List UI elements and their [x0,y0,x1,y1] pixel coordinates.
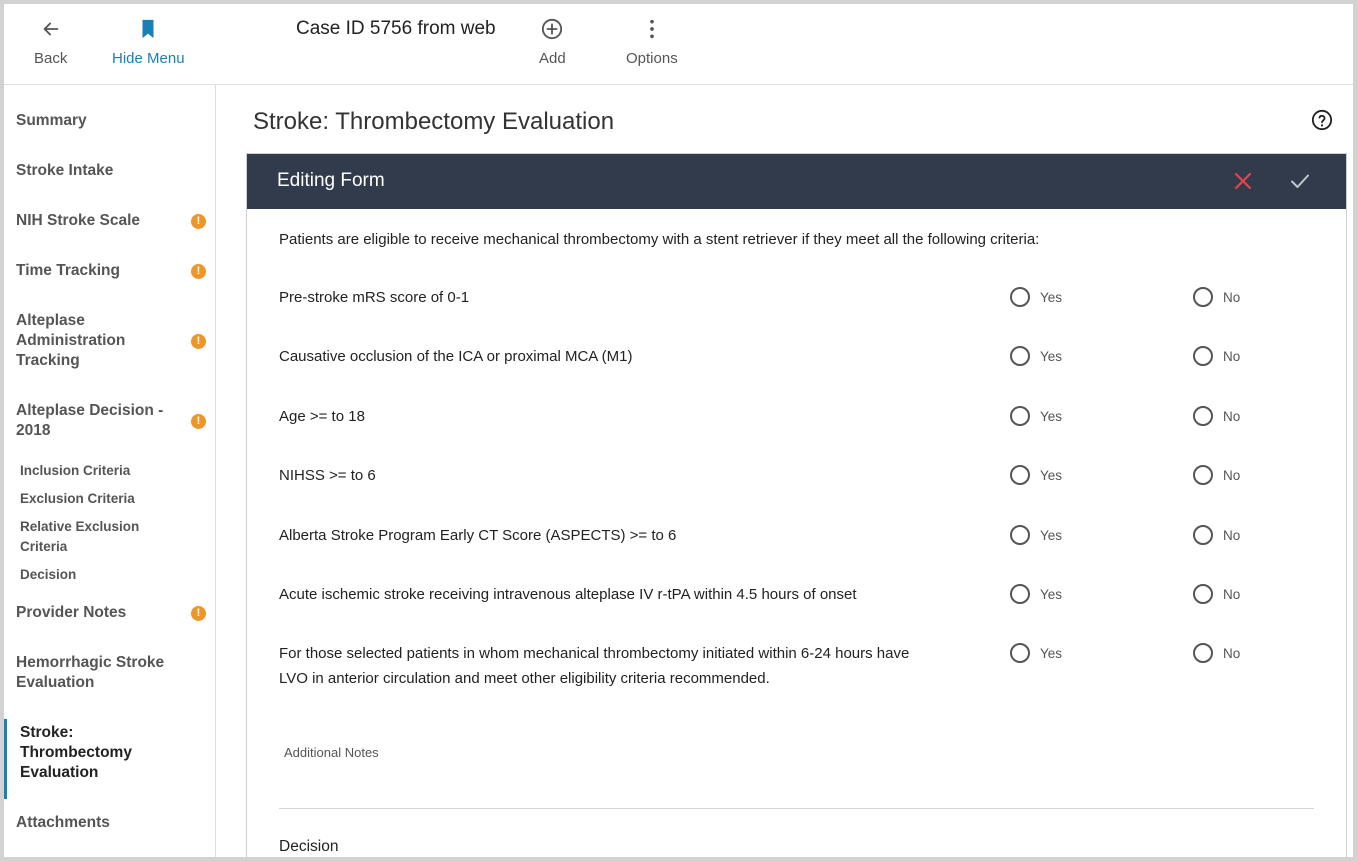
options-label: Options [626,50,678,67]
radio-circle[interactable] [1193,584,1213,604]
radio-circle[interactable] [1010,287,1030,307]
question-label: For those selected patients in whom mechanical thrombectomy initiated within 6-24 hours have LVO in anterior circulation and meet other eligibility criteria recommended. [279,645,910,687]
sidebar-item-time-tracking[interactable] [4,261,215,281]
sidebar [4,85,216,861]
sidebar-item-nih-stroke-scale[interactable] [4,211,215,231]
sidebar-item-label: NIH Stroke Scale [16,212,141,229]
radio-circle[interactable] [1193,465,1213,485]
yes-label: Yes [1040,289,1063,305]
yes-radio[interactable] [1010,525,1062,545]
sidebar-item-label: Alteplase Administration Tracking [16,312,126,369]
radio-circle[interactable] [1010,406,1030,426]
help-icon[interactable] [1311,109,1333,131]
question-label: Causative occlusion of the ICA or proximal MCA (M1) [279,348,633,365]
yes-label: Yes [1040,645,1063,661]
sidebar-item-label: Stroke: Thrombectomy Evaluation [20,724,132,781]
sidebar-item-provider-notes[interactable] [4,603,215,623]
arrow-left-icon [40,18,62,40]
warning-icon: ! [191,264,206,279]
no-label: No [1223,467,1241,483]
sidebar-item-hemorrhagic-stroke-evaluation[interactable] [4,653,215,693]
question-label: Pre-stroke mRS score of 0-1 [279,289,470,306]
editing-form [246,153,1347,861]
form-intro-text: Patients are eligible to receive mechanical thrombectomy with a stent retriever if they meet all the following criteria: [279,231,1040,248]
radio-circle[interactable] [1193,643,1213,663]
radio-circle[interactable] [1010,465,1030,485]
no-radio[interactable] [1193,346,1240,366]
form-header [247,154,1346,209]
form-header-title: Editing Form [277,170,385,191]
sidebar-item-label: Time Tracking [16,262,120,279]
yes-radio[interactable] [1010,406,1062,426]
no-label: No [1223,348,1241,364]
radio-circle[interactable] [1010,525,1030,545]
yes-label: Yes [1040,467,1063,483]
no-radio[interactable] [1193,643,1240,663]
additional-notes-label: Additional Notes [284,745,379,760]
add-label: Add [539,50,566,67]
check-icon[interactable] [1289,171,1311,191]
yes-radio[interactable] [1010,643,1062,663]
sidebar-item-label: Alteplase Decision - 2018 [16,402,164,439]
yes-label: Yes [1040,348,1063,364]
yes-radio[interactable] [1010,584,1062,604]
yes-label: Yes [1040,586,1063,602]
radio-circle[interactable] [1193,346,1213,366]
radio-circle[interactable] [1193,525,1213,545]
decision-label: Decision [279,838,339,855]
question-label: Age >= to 18 [279,408,365,425]
no-radio[interactable] [1193,406,1240,426]
hide-menu-label: Hide Menu [112,50,185,67]
radio-circle[interactable] [1193,406,1213,426]
yes-radio[interactable] [1010,287,1062,307]
back-button[interactable] [34,18,67,67]
warning-icon: ! [191,214,206,229]
bookmark-icon [137,18,159,40]
question-label: Alberta Stroke Program Early CT Score (ASPECTS) >= to 6 [279,527,677,544]
more-vertical-icon [641,18,663,40]
plus-circle-icon [541,18,563,40]
warning-icon: ! [191,334,206,349]
no-label: No [1223,408,1241,424]
warning-icon: ! [191,414,206,429]
no-radio[interactable] [1193,525,1240,545]
radio-circle[interactable] [1193,287,1213,307]
sidebar-item-attachments[interactable] [4,813,215,833]
question-label: Acute ischemic stroke receiving intravenous alteplase IV r-tPA within 4.5 hours of onset [279,586,857,603]
radio-circle[interactable] [1010,643,1030,663]
sidebar-item-alteplase-administration-tracking[interactable] [4,311,215,371]
no-label: No [1223,586,1241,602]
sidebar-item-stroke-thrombectomy-evaluation[interactable] [4,723,215,783]
sidebar-item-stroke-intake[interactable] [4,161,215,181]
hide-menu-button[interactable] [112,18,185,67]
sidebar-item-label: Provider Notes [16,604,127,621]
sidebar-item-label: Stroke Intake [16,162,114,179]
yes-radio[interactable] [1010,465,1062,485]
yes-radio[interactable] [1010,346,1062,366]
no-label: No [1223,645,1241,661]
options-button[interactable] [626,18,678,67]
yes-label: Yes [1040,527,1063,543]
radio-circle[interactable] [1010,346,1030,366]
radio-circle[interactable] [1010,584,1030,604]
sidebar-item-label: Attachments [16,814,110,831]
yes-label: Yes [1040,408,1063,424]
sidebar-subitem-inclusion-criteria[interactable]: Inclusion Criteria [20,463,131,478]
sidebar-subitem-relative-exclusion-criteria[interactable]: Relative Exclusion Criteria [20,519,140,554]
close-icon[interactable] [1233,171,1253,191]
no-label: No [1223,527,1241,543]
top-toolbar [4,4,1357,85]
no-radio[interactable] [1193,465,1240,485]
no-radio[interactable] [1193,287,1240,307]
add-button[interactable] [539,18,566,67]
question-label: NIHSS >= to 6 [279,467,376,484]
no-label: No [1223,289,1241,305]
sidebar-item-label: Hemorrhagic Stroke Evaluation [16,654,165,691]
case-title: Case ID 5756 from web [296,18,496,39]
page-title: Stroke: Thrombectomy Evaluation [253,108,615,135]
sidebar-item-alteplase-decision-2018[interactable] [4,401,215,441]
warning-icon: ! [191,606,206,621]
sidebar-subitem-exclusion-criteria[interactable]: Exclusion Criteria [20,491,135,506]
sidebar-item-summary[interactable] [4,111,215,131]
back-label: Back [34,50,68,67]
sidebar-subitem-decision[interactable]: Decision [20,567,77,582]
no-radio[interactable] [1193,584,1240,604]
additional-notes-field[interactable] [279,808,1314,809]
sidebar-item-label: Summary [16,112,87,129]
